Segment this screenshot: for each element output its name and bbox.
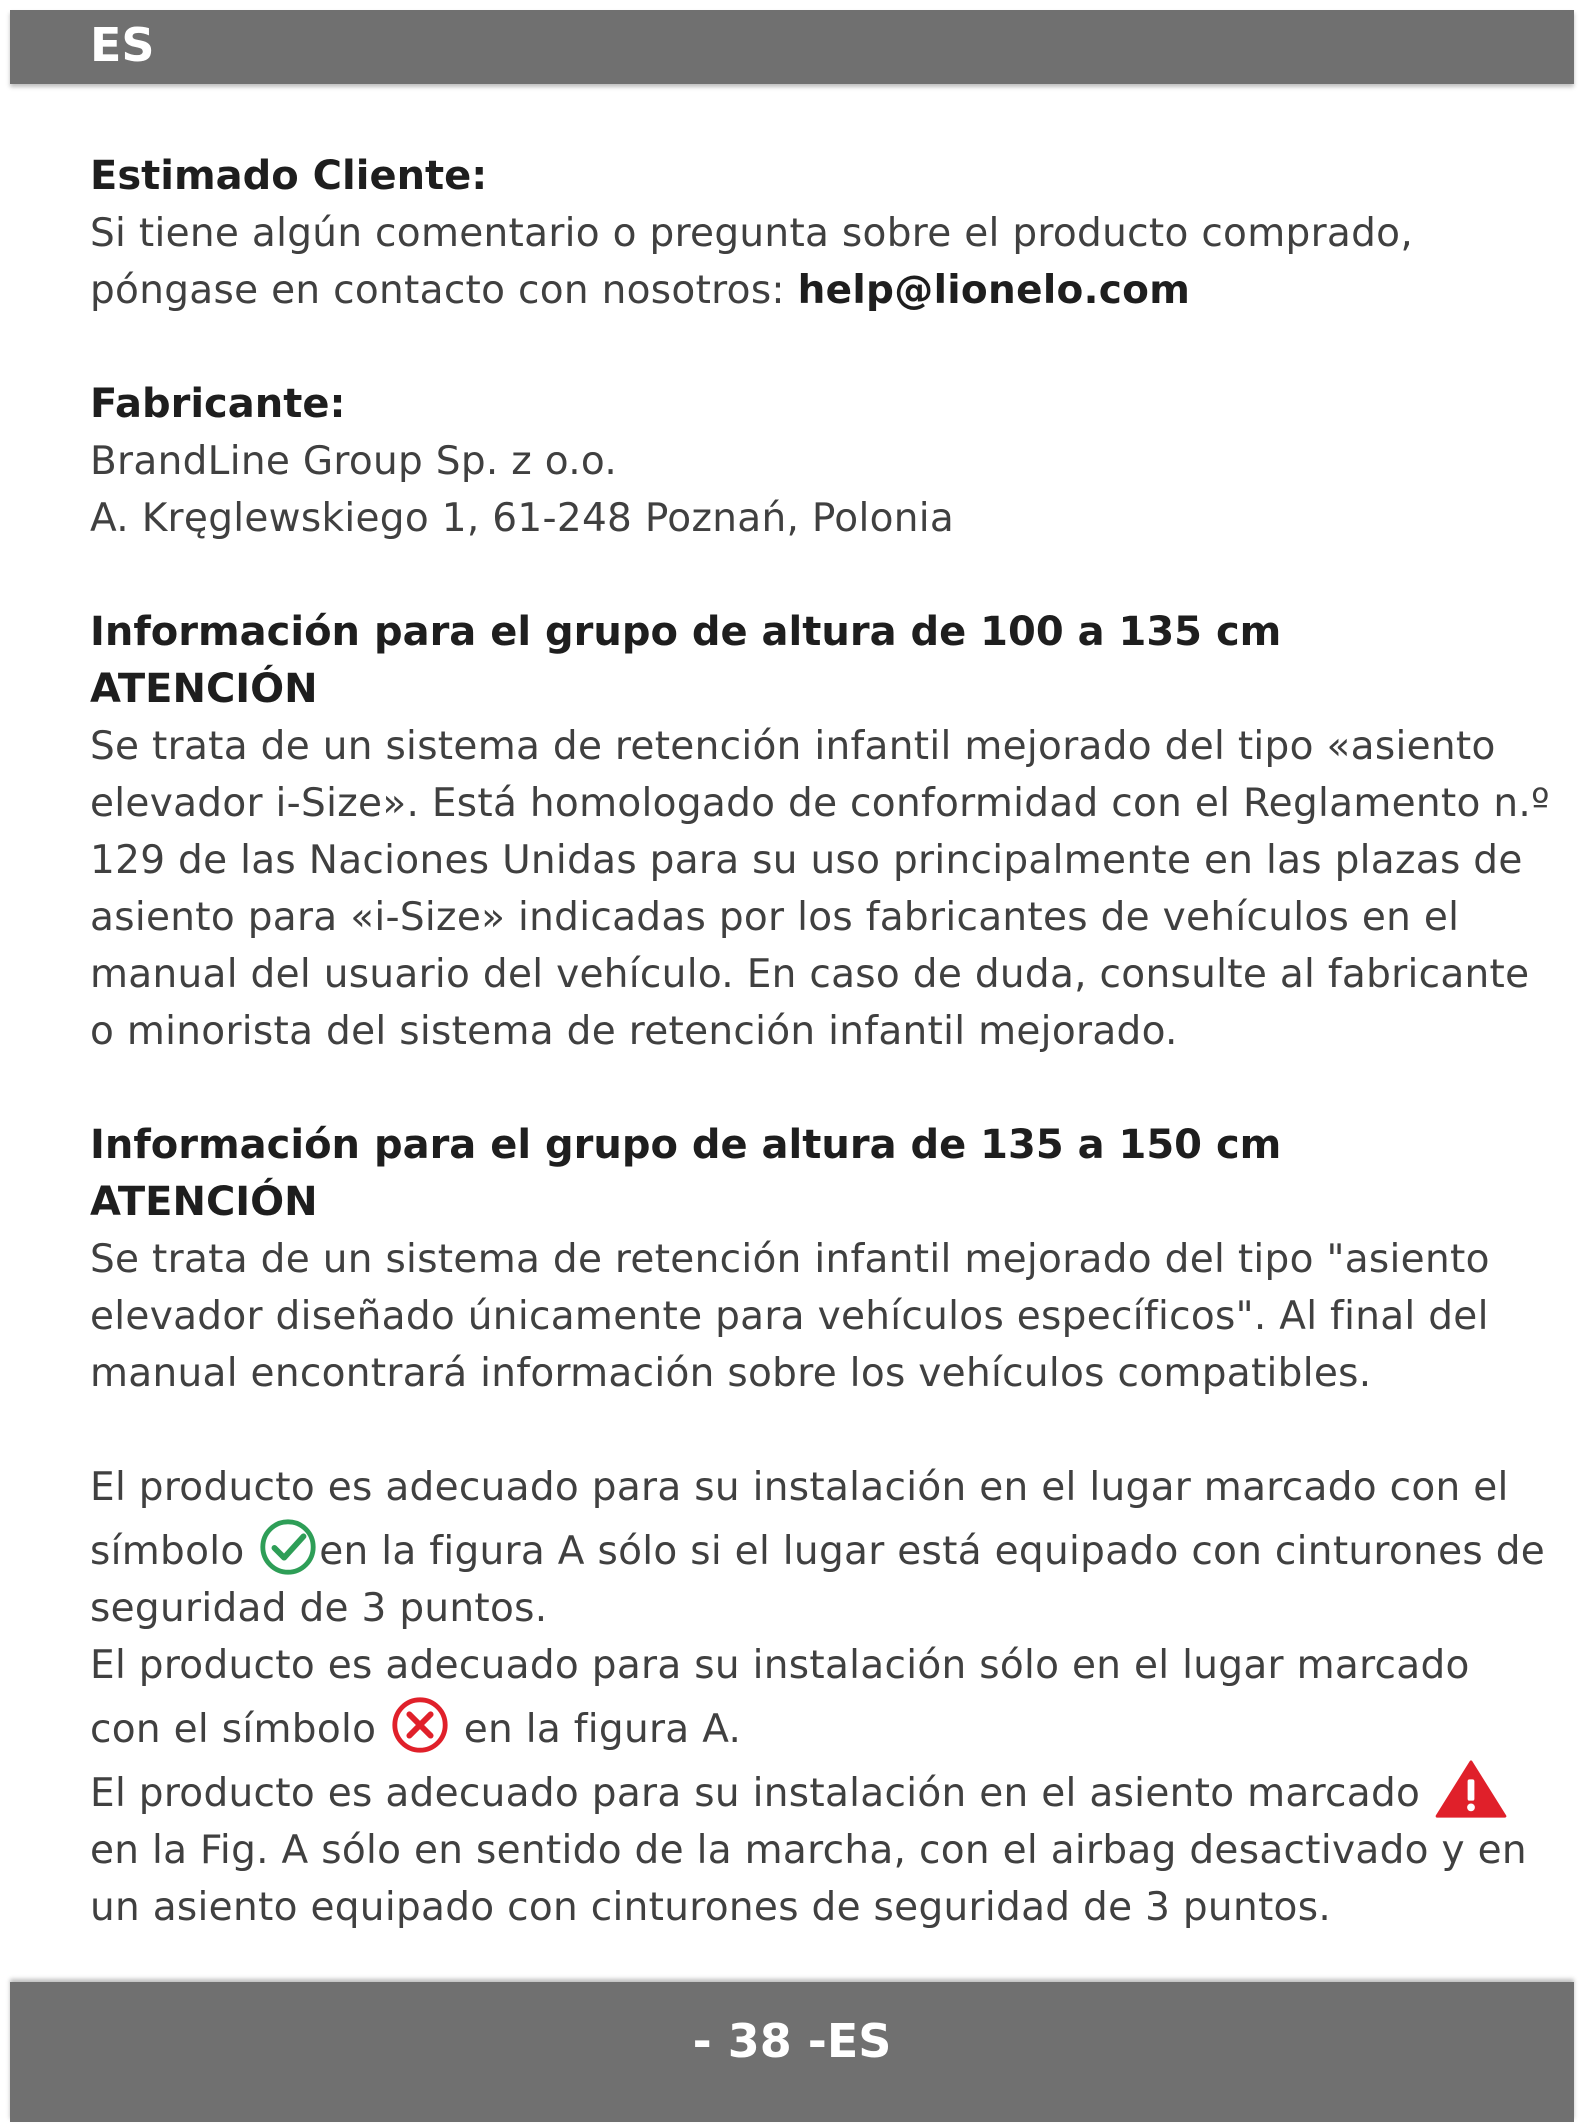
footer-bar <box>10 1982 1574 2122</box>
install-note-cross-after: en la figura A. <box>451 1707 742 1752</box>
install-note-warning-before: El producto es adecuado para su instalación en el asiento marcado <box>90 1771 1433 1816</box>
install-note-check <box>90 1459 1550 1637</box>
install-note-warning-after: en la Fig. A sólo en sentido de la marcha, con el airbag desactivado y en un asiento equipado con cinturones de seguridad de 3 puntos. <box>90 1828 1527 1930</box>
customer-section <box>90 148 1550 319</box>
section-100-135 <box>90 604 1550 1060</box>
install-note-cross-before: El producto es adecuado para su instalación sólo en el lugar marcado con el símbolo <box>90 1643 1470 1752</box>
section-100-135-heading: Información para el grupo de altura de 100 a 135 cm <box>90 609 1282 655</box>
section-135-150-heading: Información para el grupo de altura de 135 a 150 cm <box>90 1122 1282 1168</box>
install-note-check-after: en la figura A sólo si el lugar está equipado con cinturones de seguridad de 3 puntos. <box>90 1529 1546 1631</box>
install-note-cross <box>90 1637 1550 1758</box>
x-circle-icon <box>389 1694 451 1756</box>
page-content <box>90 148 1550 1936</box>
section-135-150 <box>90 1117 1550 1402</box>
customer-text <box>90 205 1550 319</box>
section-135-150-text: Se trata de un sistema de retención infantil mejorado del tipo "asiento elevador diseñado únicamente para vehículos específicos". Al final del manual encontrará información sobre los vehículos compatibles. <box>90 1237 1490 1396</box>
install-note-check-before: El producto es adecuado para su instalación en el lugar marcado con el símbolo <box>90 1465 1509 1574</box>
section-135-150-attention: ATENCIÓN <box>90 1179 318 1225</box>
manufacturer-section <box>90 376 1550 547</box>
page-number: - 38 -ES <box>692 2014 892 2068</box>
manufacturer-name: BrandLine Group Sp. z o.o. <box>90 439 618 484</box>
contact-email[interactable]: help@lionelo.com <box>797 268 1191 313</box>
install-notes <box>90 1459 1550 1936</box>
manufacturer-address: A. Kręglewskiego 1, 61-248 Poznań, Polonia <box>90 496 955 541</box>
section-100-135-attention: ATENCIÓN <box>90 666 318 712</box>
language-code: ES <box>90 18 155 72</box>
check-circle-icon <box>257 1516 319 1578</box>
header-bar <box>10 10 1574 84</box>
manufacturer-heading: Fabricante: <box>90 381 346 427</box>
warning-triangle-icon <box>1433 1758 1509 1820</box>
install-note-warning <box>90 1758 1550 1936</box>
section-100-135-text: Se trata de un sistema de retención infantil mejorado del tipo «asiento elevador i-Size». Está homologado de conformidad con el Reglamento n.º 129 de las Naciones Unidas para su uso principalmente en las plazas de asiento para «i-Size» indicadas por los fabricantes de vehículos en el manual del usuario del vehículo. En caso de duda, consulte al fabricante o minorista del sistema de retención infantil mejorado. <box>90 724 1550 1054</box>
customer-contact-text: Si tiene algún comentario o pregunta sobre el producto comprado, póngase en contacto con nosotros: <box>90 211 1414 313</box>
customer-heading: Estimado Cliente: <box>90 153 488 199</box>
